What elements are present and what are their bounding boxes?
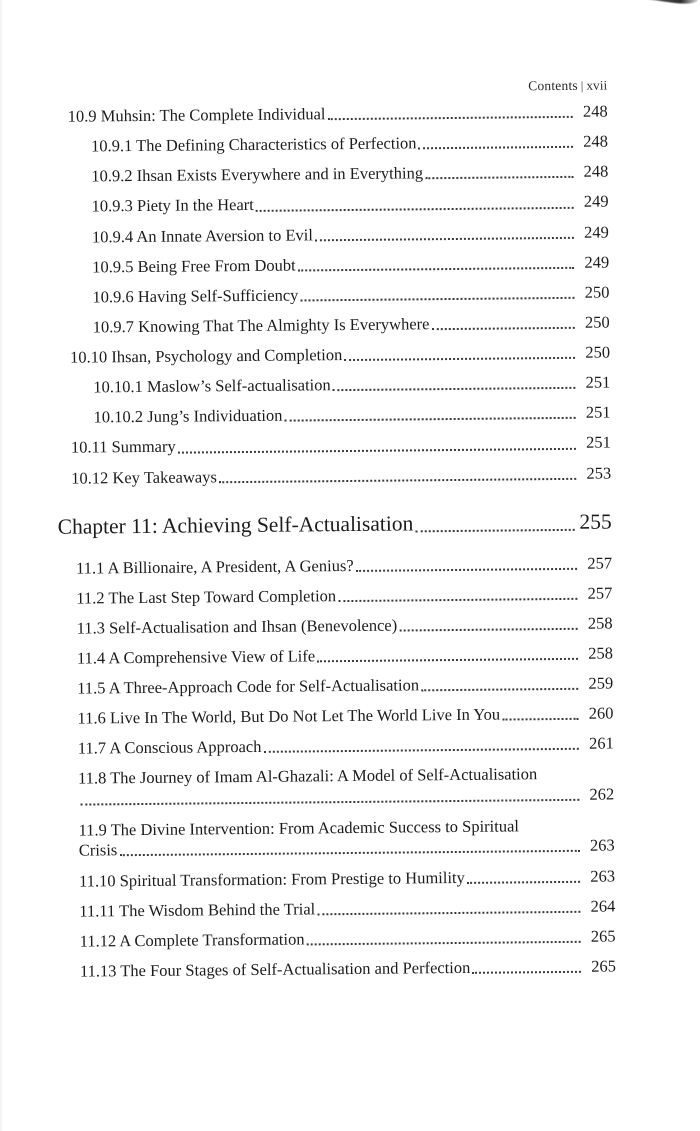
toc-entry-title-line2-row: [79, 835, 615, 859]
toc-entry-10.9.6[interactable]: [0, 281, 698, 307]
toc-entry-title: Chapter 11: Achieving Self-Actualisation: [57, 511, 414, 539]
toc-leader-dots: [80, 798, 579, 805]
toc-entry-page-number: 250: [584, 282, 610, 302]
toc-leader-dots: [502, 718, 578, 721]
toc-entry-title: 11.11 The Wisdom Behind the Trial: [79, 899, 316, 921]
toc-entry-10.10.2[interactable]: [0, 402, 699, 428]
toc-entry-11.4[interactable]: [1, 643, 700, 669]
toc-entry-chapter-11[interactable]: [0, 508, 700, 540]
toc-leader-dots: [338, 598, 577, 602]
toc-leader-dots: [263, 748, 578, 753]
toc-entry-title-line1: 11.8 The Journey of Imam Al-Ghazali: A Model of Self-Actualisation: [77, 764, 538, 789]
toc-entry-10.9.3[interactable]: [0, 191, 697, 217]
toc-entry-page-number: 263: [590, 866, 616, 886]
toc-entry-title: 10.9.7 Knowing That The Almighty Is Everywhere: [92, 314, 430, 337]
toc-entry-title: 10.12 Key Takeaways: [71, 466, 217, 488]
toc-leader-dots: [284, 417, 575, 422]
toc-entry-title: 11.13 The Four Stages of Self-Actualisation and Perfection: [79, 958, 471, 981]
toc-entry-title: 10.10 Ihsan, Psychology and Completion: [69, 345, 343, 367]
toc-leader-dots: [431, 327, 574, 330]
toc-leader-dots: [317, 911, 580, 916]
toc-entry-10.11[interactable]: [0, 432, 699, 458]
toc-entry-page-number: 261: [588, 733, 614, 754]
toc-leader-dots: [315, 236, 574, 240]
toc-entry-page-number: 258: [587, 613, 613, 633]
toc-leader-dots: [399, 628, 577, 632]
toc-entry-title: 10.9.1 The Defining Characteristics of Perfection: [90, 133, 417, 156]
toc-entry-title-line2: Crisis: [78, 840, 118, 860]
toc-leader-dots: [219, 477, 576, 482]
toc-entry-page-number: 265: [590, 926, 616, 946]
toc-entry-title-line2-row: [78, 784, 614, 808]
toc-entry-page-number: 248: [582, 101, 608, 121]
toc-entry-title: 11.10 Spiritual Transformation: From Prestige to Humility: [78, 867, 465, 891]
toc-leader-dots: [333, 387, 576, 391]
toc-entry-10.12[interactable]: [0, 462, 699, 488]
toc-entry-page-number: 255: [579, 509, 612, 534]
toc-entry-title: 11.4 A Comprehensive View of Life: [76, 646, 316, 668]
toc-leader-dots: [300, 297, 574, 302]
toc-leader-dots: [421, 688, 578, 692]
toc-entry-page-number: 257: [587, 583, 613, 603]
toc-entry-page-number: 249: [583, 191, 609, 212]
running-head: [528, 78, 607, 95]
toc-entry-11.12[interactable]: [4, 926, 700, 952]
toc-leader-dots: [419, 146, 574, 149]
toc-entry-10.10[interactable]: [0, 342, 698, 368]
toc-entry-title: 11.5 A Three-Approach Code for Self-Actualisation: [77, 675, 420, 698]
toc-entry-page-number: 251: [585, 372, 611, 392]
toc-entry-page-number: 250: [584, 312, 610, 332]
toc-entry-11.7[interactable]: [2, 733, 700, 759]
running-head-separator: |: [580, 78, 584, 93]
toc-entry-page-number: 251: [586, 432, 611, 453]
toc-entry-11.6[interactable]: [1, 703, 700, 729]
toc-entry-10.9.4[interactable]: [0, 221, 697, 247]
toc-leader-dots: [307, 941, 581, 946]
running-head-folio: xvii: [586, 77, 608, 93]
toc-entry-page-number: 263: [589, 835, 615, 855]
toc-entry-10.9[interactable]: [0, 101, 696, 127]
toc-entry-11.5[interactable]: [1, 673, 700, 699]
toc-entry-11.3[interactable]: [1, 612, 700, 638]
toc-leader-dots: [467, 881, 580, 884]
toc-leader-dots: [425, 176, 573, 179]
toc-entry-page-number: 258: [588, 643, 613, 663]
toc-entry-page-number: 248: [583, 131, 609, 151]
toc-entry-page-number: 262: [589, 784, 615, 804]
toc-entry-title: 10.9 Muhsin: The Complete Individual: [67, 104, 326, 126]
toc-entry-title-line1: 11.9 The Divine Intervention: From Academic Success to Spiritual: [78, 816, 520, 840]
toc-entry-title: 11.12 A Complete Transformation: [79, 929, 305, 951]
toc-entry-page-number: 259: [588, 673, 614, 693]
toc-entry-title: 10.11 Summary: [70, 437, 176, 458]
toc-entry-11.8[interactable]: [2, 763, 700, 809]
toc-entry-page-number: 248: [583, 161, 609, 181]
toc-leader-dots: [298, 267, 575, 272]
toc-entry-10.9.2[interactable]: [0, 161, 696, 187]
toc-entry-10.10.1[interactable]: [0, 372, 698, 398]
toc-entry-11.13[interactable]: [4, 956, 700, 982]
toc-entry-10.9.7[interactable]: [0, 312, 698, 338]
toc-entry-page-number: 253: [586, 462, 612, 483]
toc-leader-dots: [256, 206, 574, 211]
toc-entry-page-number: 260: [588, 703, 614, 723]
toc-entry-11.1[interactable]: [0, 552, 700, 578]
toc-leader-dots: [415, 528, 574, 532]
toc-leader-dots: [317, 658, 578, 663]
toc-entry-title: 11.6 Live In The World, But Do Not Let The World Live In You: [77, 704, 501, 728]
toc-leader-dots: [356, 568, 577, 572]
toc-entry-page-number: 265: [591, 956, 617, 977]
toc-entry-10.9.1[interactable]: [0, 131, 696, 157]
table-of-contents: [0, 101, 700, 993]
toc-entry-title: 11.1 A Billionaire, A President, A Genius?: [75, 555, 354, 578]
toc-entry-title: 11.2 The Last Step Toward Completion: [76, 585, 337, 608]
toc-entry-title: 10.9.4 An Innate Aversion to Evil: [91, 224, 314, 246]
toc-leader-dots: [344, 357, 575, 361]
toc-entry-title: 10.9.3 Piety In the Heart: [91, 195, 254, 216]
toc-entry-page-number: 257: [587, 553, 613, 573]
toc-entry-11.11[interactable]: [3, 896, 700, 922]
toc-entry-title: 11.3 Self-Actualisation and Ihsan (Benevolence): [76, 615, 398, 638]
toc-entry-page-number: 249: [584, 222, 609, 242]
toc-entry-title: 10.10.2 Jung’s Individuation: [93, 405, 283, 427]
toc-leader-dots: [472, 971, 581, 974]
toc-entry-page-number: 251: [585, 402, 611, 422]
toc-entry-page-number: 264: [590, 896, 616, 916]
running-head-label: Contents: [528, 77, 578, 94]
toc-leader-dots: [178, 447, 576, 453]
toc-entry-page-number: 250: [585, 342, 611, 362]
toc-entry-10.9.5[interactable]: [0, 251, 697, 277]
page-corner-scan-artifact: [640, 0, 699, 6]
toc-leader-dots: [119, 850, 579, 856]
toc-entry-page-number: 249: [584, 252, 610, 272]
toc-entry-title: 10.10.1 Maslow’s Self-actualisation: [93, 375, 331, 397]
toc-entry-11.2[interactable]: [0, 582, 700, 608]
toc-entry-title: 11.7 A Conscious Approach: [77, 737, 262, 758]
toc-entry-title: 10.9.2 Ihsan Exists Everywhere and in Everything: [91, 163, 424, 186]
toc-entry-11.9[interactable]: [2, 814, 700, 860]
toc-entry-title: 10.9.5 Being Free From Doubt: [92, 255, 296, 277]
toc-entry-title: 10.9.6 Having Self-Sufficiency: [92, 285, 299, 307]
toc-entry-11.10[interactable]: [3, 866, 700, 892]
toc-leader-dots: [327, 116, 572, 120]
